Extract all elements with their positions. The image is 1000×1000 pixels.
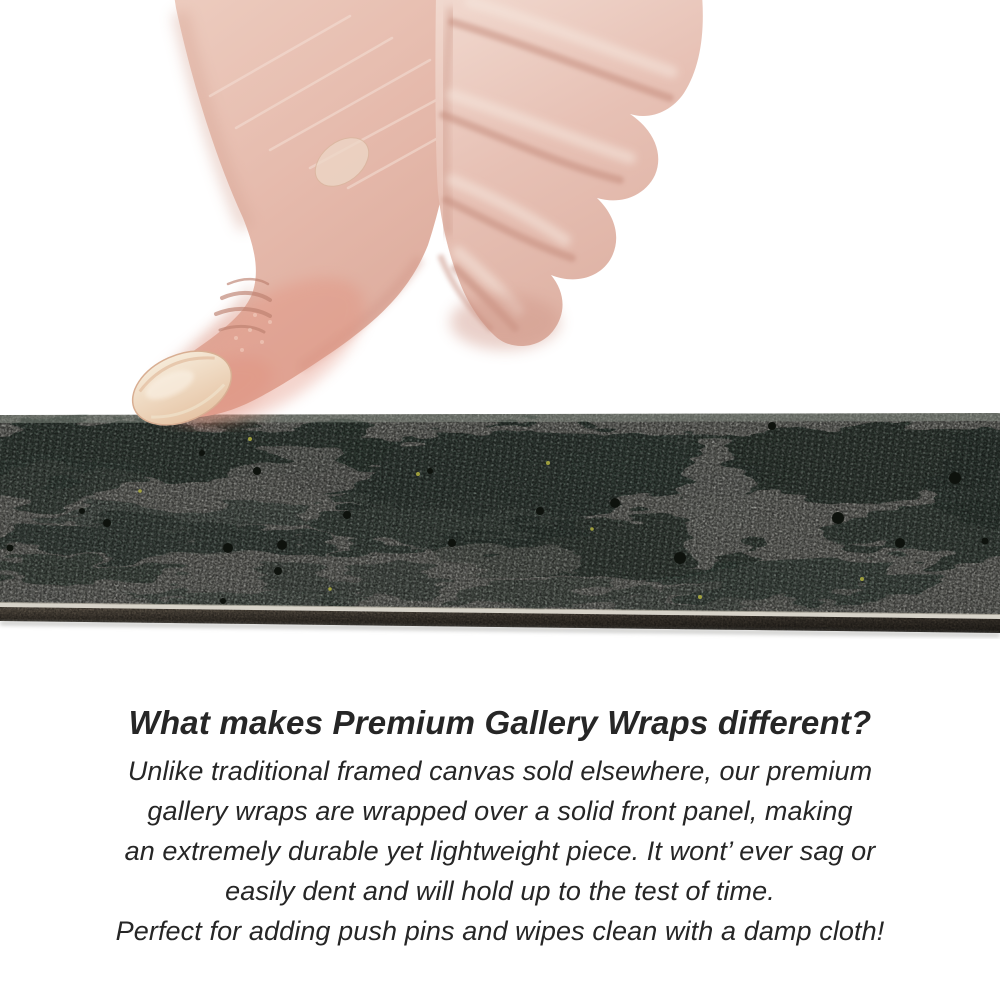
caption-title: What makes Premium Gallery Wraps different? [128,704,872,741]
caption-line: an extremely durable yet lightweight piece. It wont’ ever sag or [124,836,876,866]
canvas-fabric-texture [0,413,1000,620]
caption-line: easily dent and will hold up to the test of time. [225,876,775,906]
caption-line: Unlike traditional framed canvas sold elsewhere, our premium [127,756,873,786]
caption-line: gallery wraps are wrapped over a solid front panel, making [147,796,853,826]
caption-body [0,751,1000,951]
curled-fingers [435,0,702,350]
caption-line: Perfect for adding push pins and wipes clean with a damp cloth! [115,916,885,946]
hand-photo [0,0,1000,432]
canvas-edge-strip [0,411,1000,641]
